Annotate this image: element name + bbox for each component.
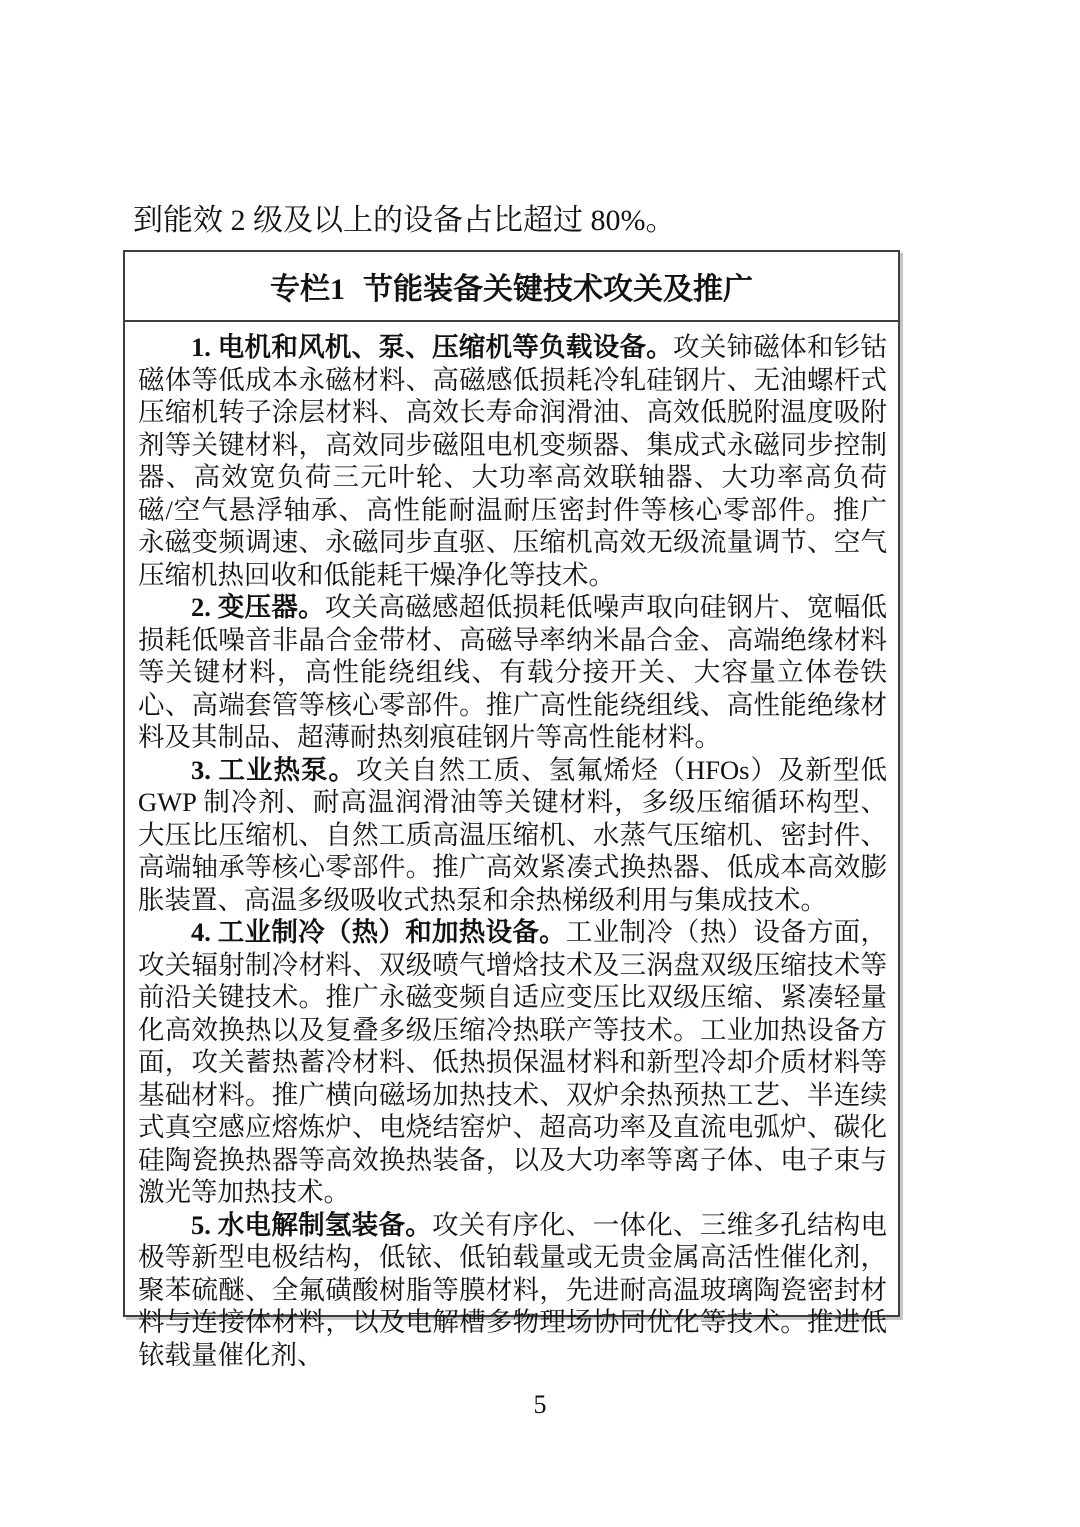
- section-text: 攻关铈磁体和钐钴磁体等低成本永磁材料、高磁感低损耗冷轧硅钢片、无油螺杆式压缩机转子涂层材料、高效长寿命润滑油、高效低脱附温度吸附剂等关键材料，高效同步磁阻电机变频器、集成式永磁同步控制器、高效宽负荷三元叶轮、大功率高效联轴器、大功率高负荷磁/空气悬浮轴承、高性能耐温耐压密封件等核心零部件。推广永磁变频调速、永磁同步直驱、压缩机高效无级流量调节、空气压缩机热回收和低能耗干燥净化等技术。: [138, 332, 888, 590]
- section-paragraph: [138, 1209, 887, 1372]
- section-paragraph: [138, 591, 887, 754]
- section-paragraph: [138, 331, 887, 591]
- section-text: 攻关高磁感超低损耗低噪声取向硅钢片、宽幅低损耗低噪音非晶合金带材、高磁导率纳米晶合金、高端绝缘材料等关键材料，高性能绕组线、有载分接开关、大容量立体卷铁心、高端套管等核心零部件。推广高性能绕组线、高性能绝缘材料及其制品、超薄耐热刻痕硅钢片等高性能材料。: [138, 592, 888, 752]
- panel-label: 专栏1: [270, 273, 345, 306]
- section-text: 攻关有序化、一体化、三维多孔结构电极等新型电极结构，低铱、低铂载量或无贵金属高活性催化剂，聚苯硫醚、全氟磺酸树脂等膜材料，先进耐高温玻璃陶瓷密封材料与连接体材料，以及电解槽多物理场协同优化等技术。推进低铱载量催化剂、: [138, 1209, 888, 1370]
- intro-paragraph: 到能效 2 级及以上的设备占比超过 80%。: [133, 204, 676, 237]
- section-paragraph: [138, 754, 887, 917]
- section-text: 工业制冷（热）设备方面，攻关辐射制冷材料、双级喷气增焓技术及三涡盘双级压缩技术等前沿关键技术。推广永磁变频自适应变压比双级压缩、紧凑轻量化高效换热以及复叠多级压缩冷热联产等技术。工业加热设备方面，攻关蓄热蓄冷材料、低热损保温材料和新型冷却介质材料等基础材料。推广横向磁场加热技术、双炉余热预热工艺、半连续式真空感应熔炼炉、电烧结窑炉、超高功率及直流电弧炉、碳化硅陶瓷换热器等高效换热装备，以及大功率等离子体、电子束与激光等加热技术。: [138, 917, 888, 1207]
- section-text: 攻关自然工质、氢氟烯烃（HFOs）及新型低 GWP 制冷剂、耐高温润滑油等关键材料，多级压缩循环构型、大压比压缩机、自然工质高温压缩机、水蒸气压缩机、密封件、高端轴承等核心零部件。推广高效紧凑式换热器、低成本高效膨胀装置、高温多级吸收式热泵和余热梯级利用与集成技术。: [138, 754, 887, 915]
- section-lead: 5. 水电解制氢装备。: [191, 1209, 433, 1240]
- section-lead: 4. 工业制冷（热）和加热设备。: [191, 917, 566, 947]
- callout-box: [123, 250, 900, 1370]
- panel-body: [125, 322, 898, 1371]
- section-lead: 1. 电机和风机、泵、压缩机等负载设备。: [191, 332, 674, 362]
- section-paragraph: [138, 916, 887, 1209]
- page-number: 5: [533, 1390, 547, 1419]
- section-lead: 3. 工业热泵。: [191, 754, 357, 785]
- section-lead: 2. 变压器。: [191, 592, 325, 622]
- panel-title: 节能装备关键技术攻关及推广: [363, 273, 753, 306]
- panel-title-row: [125, 252, 898, 322]
